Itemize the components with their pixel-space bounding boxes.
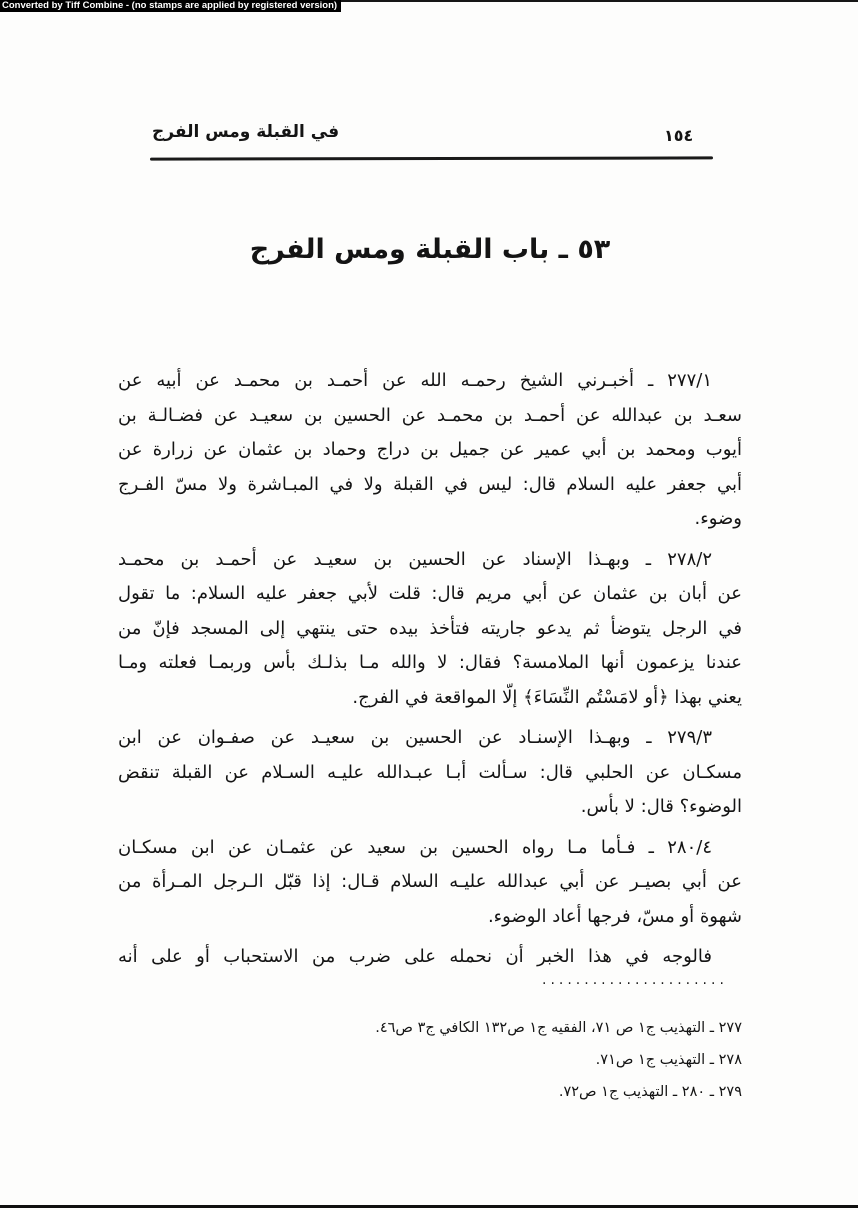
text-line: ٢٧٨/٢ ـ وبهـذا الإسناد عن الحسين بن سعيـد عن أحمـد بن محمـد bbox=[118, 548, 712, 570]
text-line: ٢٧٧/١ ـ أخبـرني الشيخ رحمـه الله عن أحمـد بن محمـد عن أبيه عن bbox=[118, 370, 712, 391]
text-line: وضوء. bbox=[694, 508, 742, 529]
page-bottom-border bbox=[0, 1205, 858, 1208]
page-number: ١٥٤ bbox=[664, 126, 694, 145]
text-line: شهوة أو مسّ، فرجها أعاد الوضوء. bbox=[487, 905, 742, 927]
text-line: ٢٧٩/٣ ـ وبهـذا الإسنـاد عن الحسين بن سعيـد عن صفـوان عن ابن bbox=[118, 727, 712, 748]
running-title: في القبلة ومس الفرج bbox=[152, 122, 340, 142]
body-text bbox=[118, 364, 742, 981]
chapter-title: ٥٣ ـ باب القبلة ومس الفرج bbox=[249, 234, 611, 265]
text-line: الوضوء؟ قال: لا بأس. bbox=[580, 796, 742, 817]
paragraph bbox=[118, 831, 742, 935]
footnotes bbox=[118, 1012, 742, 1108]
paragraph bbox=[118, 543, 742, 716]
tiff-combine-watermark-banner: Converted by Tiff Combine - (no stamps are applied by registered version) bbox=[0, 0, 341, 12]
text-line: عن أبان بن عثمان عن أبي مريم قال: قلت لأبي جعفر عليه السلام: ما تقول bbox=[118, 583, 742, 604]
text-line: ٢٨٠/٤ ـ فـأما مـا رواه الحسين بن سعيد عن عثمـان عن ابن مسكـان bbox=[118, 836, 712, 858]
text-line: مسكـان عن الحلبي قال: سـألت أبـا عبـدالله عليـه السـلام عن القبلة تنقض bbox=[118, 761, 742, 783]
text-line: في الرجل يتوضأ ثم يدعو جاريته فتأخذ بيده حتى ينتهي إلى المسجد فإنّ من bbox=[118, 617, 742, 639]
footnote: ٢٧٧ ـ التهذيب ج١ ص ٧١، الفقيه ج١ ص١٣٢ الكافي ج٣ ص٤٦. bbox=[375, 1020, 742, 1036]
text-line: عن أبي بصيـر عن أبي عبدالله عليـه السلام قـال: إذا قبّل الـرجل المـرأة من bbox=[118, 871, 742, 892]
text-line: سعـد بن عبدالله عن أحمـد بن محمـد عن الحسين بن سعيـد عن فضـالـة بن bbox=[118, 404, 742, 426]
text-line: أيوب ومحمد بن أبي عمير عن جميل بن دراج وحماد بن عثمان عن زرارة عن bbox=[118, 439, 742, 460]
text-line: يعني بهذا ﴿أو لامَسْتُم النِّسَاءَ﴾ إلّا المواقعة في الفرج. bbox=[352, 686, 742, 708]
text-line: أبي جعفر عليه السلام قال: ليس في القبلة ولا في المبـاشرة ولا مسّ الفـرج bbox=[118, 473, 742, 495]
paragraph bbox=[118, 721, 742, 825]
paragraph bbox=[118, 940, 742, 975]
paragraph bbox=[118, 364, 742, 537]
header-rule bbox=[150, 156, 713, 160]
footnote: ٢٧٩ ـ ٢٨٠ ـ التهذيب ج١ ص٧٢. bbox=[558, 1084, 742, 1100]
text-line: عندنا يزعمون أنها الملامسة؟ فقال: لا والله مـا بذلـك بأس وربمـا فعلته ومـا bbox=[118, 652, 742, 673]
text-line: فالوجه في هذا الخبر أن نحمله على ضرب من الاستحباب أو على أنه bbox=[118, 946, 712, 967]
footnote-separator-dots: ...................... bbox=[542, 972, 728, 988]
footnote: ٢٧٨ ـ التهذيب ج١ ص٧١. bbox=[595, 1052, 742, 1068]
